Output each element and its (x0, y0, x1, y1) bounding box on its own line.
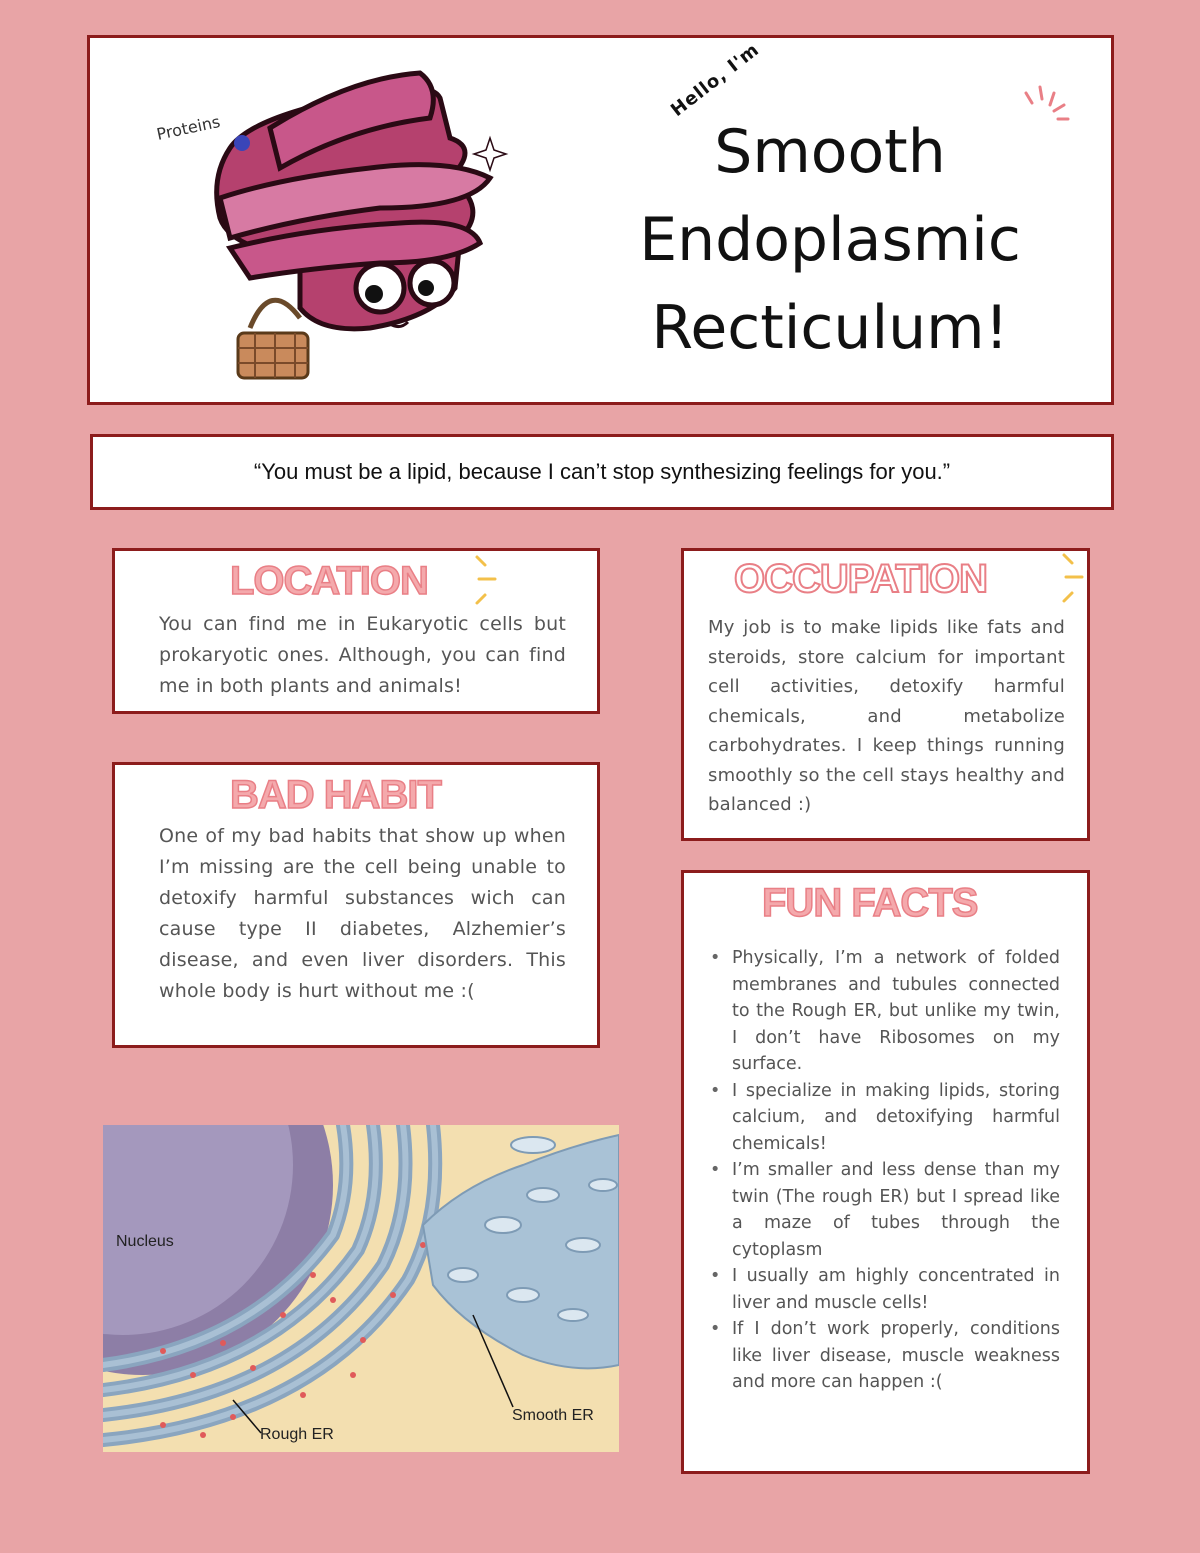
bad-habit-card (112, 762, 600, 1048)
list-item: • I’m smaller and less dense than my twin (The rough ER) but I spread like a maze of tubes through the cytoplasm (708, 1157, 1060, 1263)
occupation-heading: OCCUPATION (734, 557, 987, 601)
location-heading: LOCATION (230, 559, 428, 603)
rough-er-label: Rough ER (260, 1426, 334, 1443)
sparkle-icon (1054, 551, 1094, 611)
mascot-label: Proteins (154, 111, 222, 144)
er-diagram (103, 1125, 619, 1452)
occupation-text: My job is to make lipids like fats and steroids, store calcium for important cell activities, detoxify harmful chemicals, and metabolize carbohydrates. I keep things running smoothly so the cell stays healthy and balanced :) (708, 617, 1065, 815)
title-line-3: Recticulum! (651, 293, 1009, 363)
smooth-er-label: Smooth ER (512, 1407, 594, 1424)
nucleus-label: Nucleus (116, 1233, 174, 1250)
quote-card (90, 434, 1114, 510)
fun-facts-heading: FUN FACTS (762, 881, 978, 925)
bad-habit-heading: BAD HABIT (230, 773, 441, 817)
greeting-text: Hello, I'm (667, 39, 764, 122)
smooth-er-mascot-illustration (150, 58, 530, 388)
list-item: • If I don’t work properly, conditions like liver disease, muscle weakness and more can happen :( (708, 1316, 1060, 1396)
fun-facts-card (681, 870, 1090, 1474)
location-text: You can find me in Eukaryotic cells but prokaryotic ones. Although, you can find me in both plants and animals! (159, 613, 566, 697)
header-card (87, 35, 1114, 405)
list-item: • Physically, I’m a network of folded membranes and tubules connected to the Rough ER, but unlike my twin, I don’t have Ribosomes on my surface. (708, 945, 1060, 1078)
er-diagram-illustration (103, 1125, 619, 1452)
sparkle-icon (467, 553, 507, 613)
quote-text: “You must be a lipid, because I can’t stop synthesizing feelings for you.” (253, 459, 951, 484)
location-card (112, 548, 600, 714)
page-title (620, 108, 1040, 372)
sparkle-icon (1020, 83, 1080, 133)
occupation-card (681, 548, 1090, 841)
title-line-1: Smooth (714, 117, 946, 187)
list-item: • I usually am highly concentrated in liver and muscle cells! (708, 1263, 1060, 1316)
title-line-2: Endoplasmic (639, 205, 1021, 275)
fun-facts-list (708, 945, 1060, 1396)
list-item: • I specialize in making lipids, storing calcium, and detoxifying harmful chemicals! (708, 1078, 1060, 1158)
bad-habit-text: One of my bad habits that show up when I’m missing are the cell being unable to detoxify harmful substances wich can cause type II diabetes, Alzhemier’s disease, and even liver disorders. This whole body is hurt without me :( (159, 825, 566, 1002)
